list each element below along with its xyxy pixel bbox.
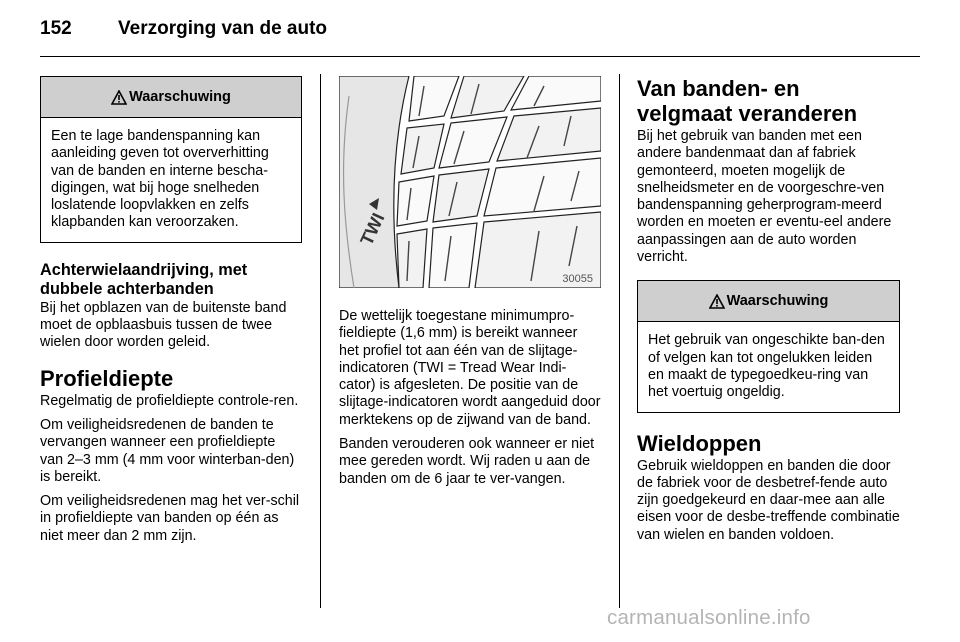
tire-twi-label: TWI	[356, 209, 389, 249]
column-divider-left	[320, 74, 321, 608]
warning-triangle-icon	[111, 90, 127, 105]
figure-number: 30055	[562, 273, 593, 285]
warning-text-2: Het gebruik van ongeschikte ban-den of velgen kan tot ongelukken leiden en maakt de typegoedkeu-ring van het voertuig ongeldig.	[648, 332, 885, 401]
size-change-paragraph: Bij het gebruik van banden met een andere bandenmaat dan af fabriek gemonteerd, moeten mogelijk de snelheidsmeter en de voorgeschre-ven bandenspanning geherprogram-meerd worden en moeten er eventu-eel andere aanpassingen aan de auto worden verricht.	[637, 128, 892, 266]
section-heading-wheel-covers: Wieldoppen	[637, 430, 762, 456]
watermark-logo: carmanualsonline.info	[607, 606, 811, 629]
section-heading-size-change: Van banden- en velgmaat veranderen	[637, 76, 858, 126]
tire-aging-paragraph: Banden verouderen ook wanneer er niet mee gereden wordt. Wij raden u aan de banden om de 6 jaar te ver-vangen.	[339, 436, 595, 487]
section-heading-tread-depth: Profieldiepte	[40, 365, 174, 391]
warning-label: Waarschuwing	[129, 89, 231, 105]
column-middle	[339, 76, 601, 495]
section-heading-dual-rear: Achterwielaandrijving, met dubbele achterbanden	[40, 260, 248, 298]
column-left	[40, 76, 302, 552]
warning-header	[41, 77, 301, 118]
warning-triangle-icon	[709, 294, 725, 309]
page-number: 152	[40, 18, 72, 39]
tire-tread-drawing	[339, 76, 601, 288]
column-right	[637, 76, 900, 551]
tire-tread-illustration	[339, 76, 601, 288]
warning-text: Een te lage bandenspanning kan aanleiding geven tot oververhitting van de banden en interne bescha-digingen, wat bij hoge snelheden loslatende loopvlakken en zelfs klapbanden kan veroorzaken.	[51, 128, 269, 231]
warning-box	[40, 76, 302, 243]
tread-depth-paragraph-2: Om veiligheidsredenen de banden te vervangen wanneer een profieldiepte van 2–3 mm (4 mm voor winterban-den) is bereikt.	[40, 416, 295, 485]
page-header	[40, 18, 920, 48]
page-title: Verzorging van de auto	[118, 18, 328, 39]
tread-wear-paragraph: De wettelijk toegestane minimumpro-fieldiepte (1,6 mm) is bereikt wanneer het profiel tot aan één van de slijtage-indicatoren (TWI = Tread Wear Indi-cator) is afgesleten. De positie van de slijtage-indicatoren wordt aangeduid door merktekens op de zijwand van de band.	[339, 308, 601, 428]
tread-depth-paragraph-3: Om veiligheidsredenen mag het ver-schil in profieldiepte van banden op één as niet meer dan 2 mm zijn.	[40, 493, 300, 544]
tread-depth-paragraph-1: Regelmatig de profieldiepte controle-ren.	[40, 392, 299, 409]
wheel-covers-paragraph: Gebruik wieldoppen en banden die door de fabriek voor de desbetref-fende auto zijn goedgekeurd en daar-mee aan alle eisen voor de desbe-treffende combinatie van wielen en banden voldoen.	[637, 457, 900, 543]
warning-label-2: Waarschuwing	[726, 293, 829, 310]
header-rule	[40, 56, 920, 57]
warning-box-2	[637, 280, 900, 412]
column-divider-right	[619, 74, 620, 608]
warning-header-2	[638, 281, 899, 322]
section-text-dual-rear: Bij het opblazen van de buitenste band moet de opblaasbuis tussen de twee wielen door worden geleid.	[40, 299, 287, 351]
